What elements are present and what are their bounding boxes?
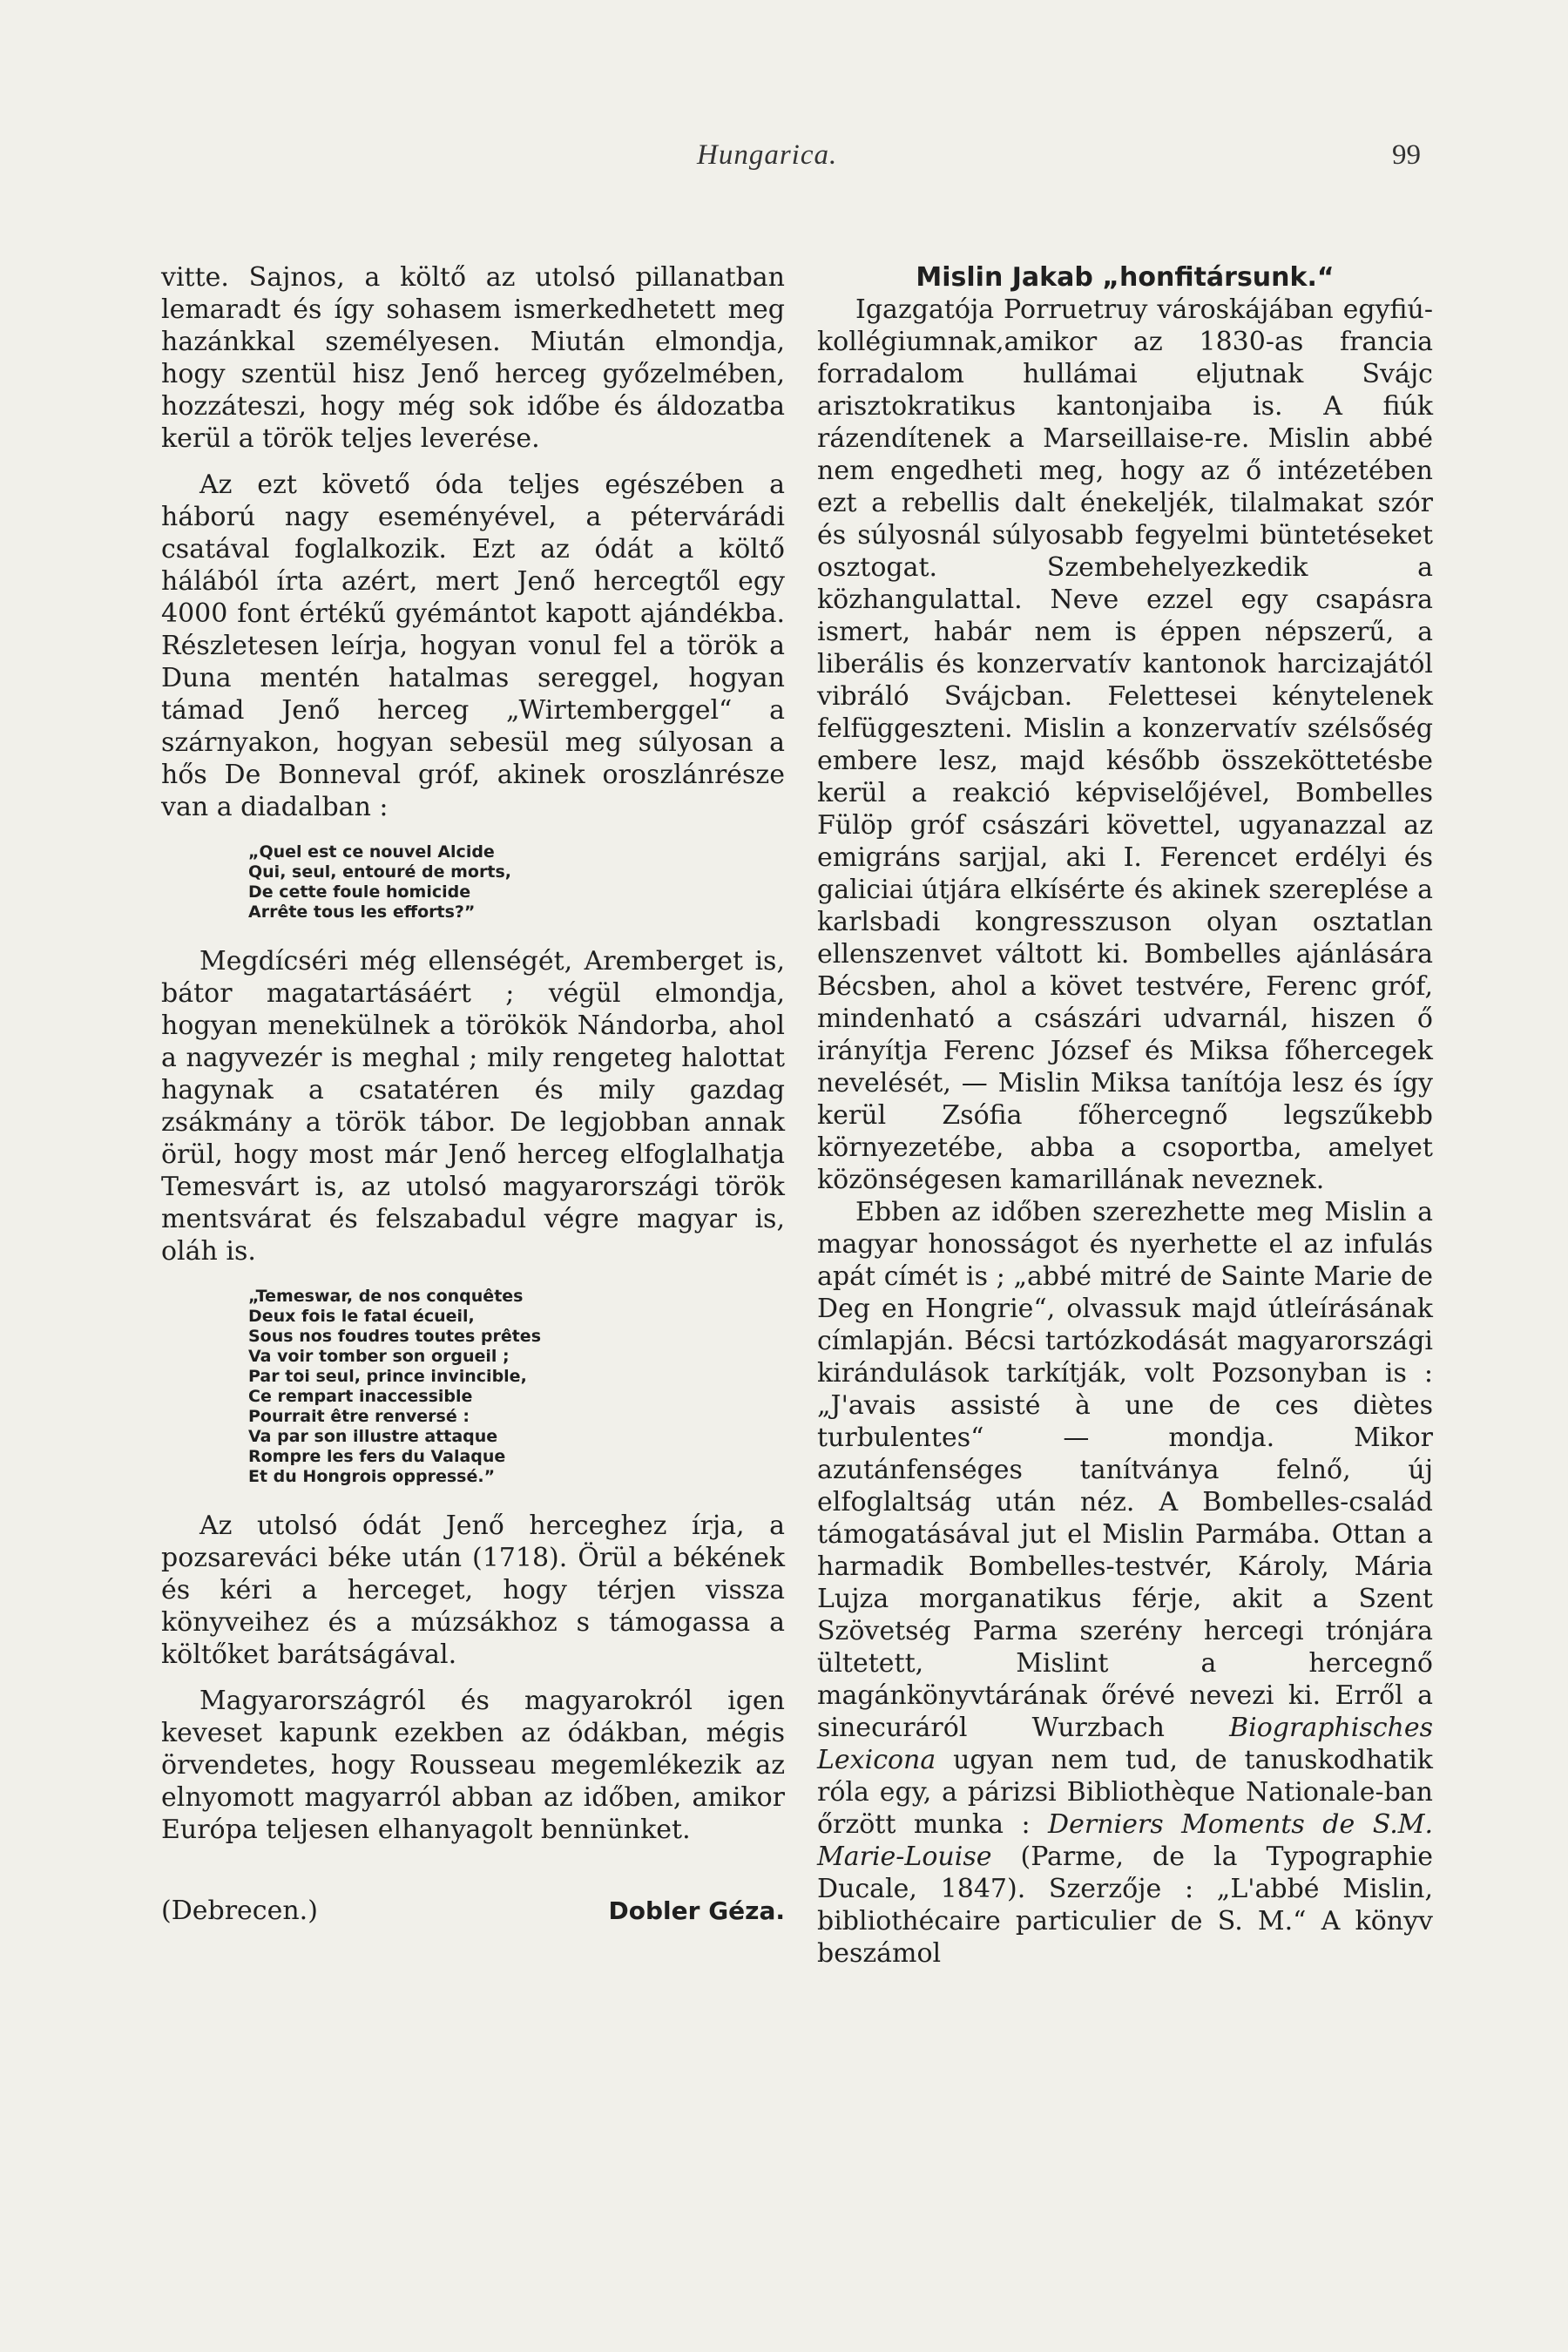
verse-line: Qui, seul, entouré de morts, bbox=[248, 862, 511, 882]
verse-line: Deux fois le fatal écueil, bbox=[248, 1307, 475, 1326]
signature bbox=[161, 1895, 785, 1927]
page-number: 99 bbox=[1392, 139, 1421, 171]
paragraph: Az ezt követő óda teljes egészében a háború nagy eseményével, a pétervárádi csatával foglalkozik. Ezt az ódát a költő hálából írta azért, mert Jenő hercegtől egy 4000 font értékű gyémántot kapott ajándékba. Részletesen leírja, hogyan vonul fel a török a Duna mentén hatalmas sereggel, hogyan támad Jenő herceg „Wirtemberggel“ a szárnyakon, hogyan sebesül meg súlyosan a hős De Bonneval gróf, akinek oroszlánrésze van a diadalban : bbox=[161, 470, 785, 822]
verse-quote bbox=[248, 842, 785, 923]
signature-author: Dobler Géza. bbox=[608, 1896, 785, 1925]
running-title: Hungarica. bbox=[697, 139, 838, 171]
book-title: Biographisches Lexicona bbox=[817, 1713, 1433, 1775]
paragraph: Az utolsó ódát Jenő herceghez írja, a pozsareváci béke után (1718). Örül a békének és kéri a herceget, hogy térjen vissza könyveihez és a múzsákhoz s támogassa a költőket barátságával. bbox=[161, 1511, 785, 1670]
text-run: ugyan nem tud, de tanuskodhatik róla egy, a párizsi Bibliothèque Nationale-ban őrzött munka : bbox=[817, 1745, 1433, 1840]
verse-line: Va par son illustre attaque bbox=[248, 1427, 498, 1446]
verse-line: „Quel est ce nouvel Alcide bbox=[248, 842, 495, 862]
paragraph: Igazgatója Porruetruy városkájában egyfiú-kollégiumnak,amikor az 1830-as francia forradalom hullámai eljutnak Svájc arisztokratikus kantonjaiba is. A fiúk rázendítenek a Marseillaise-re. Mislin abbé nem engedheti meg, hogy az ő intézetében ezt a rebellis dalt énekeljék, tilalmakat szór és súlyosnál súlyosabb fegyelmi büntetéseket osztogat. Szembehelyezkedik a közhangulattal. Neve ezzel egy csapásra ismert, habár nem is éppen népszerű, a liberális és konzervatív kantonok harcizajától vibráló Svájcban. Felettesei kénytelenek felfüggeszteni. Mislin a konzervatív szélsőség embere lesz, majd később összeköttetésbe kerül a reakció képviselőjével, Bombelles Fülöp gróf császári követtel, ugyanazzal az emigráns sarjjal, aki I. Ferencet erdélyi és galiciai útjára elkísérte és akinek szereplése a karlsbadi kongresszuson olyan osztatlan ellenszenvet váltott ki. Bombelles ajánlására Bécsben, ahol a követ testvére, Ferenc gróf, mindenható a császári udvarnál, hiszen ő irányítja Ferenc József és Miksa főhercegek nevelését, — Mislin Miksa tanítója lesz és így kerül Zsófia főhercegnő legszűkebb környezetébe, abba a csoportba, amelyet közönségesen kamarillának neveznek. bbox=[817, 294, 1433, 1195]
paragraph: Magyarországról és magyarokról igen keveset kapunk ezekben az ódákban, mégis örvendetes, hogy Rousseau megemlékezik az elnyomott magyarról abban az időben, amikor Európa teljesen elhanyagolt bennünket. bbox=[161, 1686, 785, 1845]
verse-line: Sous nos foudres toutes prêtes bbox=[248, 1327, 542, 1346]
verse-line: Et du Hongrois oppressé.” bbox=[248, 1467, 496, 1486]
paragraph: vitte. Sajnos, a költő az utolsó pillanatban lemaradt és így sohasem ismerkedhetett meg hazánkkal személyesen. Miután elmondja, hogy szentül hisz Jenő herceg győzelmében, hozzáteszi, hogy még sok időbe és áldozatba kerül a török teljes leverése. bbox=[161, 262, 785, 454]
verse-line: Ce rempart inaccessible bbox=[248, 1387, 473, 1406]
left-column bbox=[161, 261, 785, 1927]
verse-line: Arrête tous les efforts?” bbox=[248, 902, 476, 922]
verse-line: Rompre les fers du Valaque bbox=[248, 1447, 506, 1466]
page-header bbox=[0, 139, 1568, 183]
paragraph: Megdícséri még ellenségét, Aremberget is, bátor magatartásáért ; végül elmondja, hogyan menekülnek a törökök Nándorba, ahol a nagyvezér is meghal ; mily rengeteg halottat hagynak a csatatéren és mily gazdag zsákmány a török tábor. De legjobban annak örül, hogy most már Jenő herceg elfoglalhatja Temesvárt is, az utolsó magyarországi török mentsvárat és felszabadul végre magyar is, oláh is. bbox=[161, 946, 785, 1267]
text-run: (Parme, de la Typographie Ducale, 1847). Szerzője : „L'abbé Mislin, bibliothécaire particulier de S. M.“ A könyv beszámol bbox=[817, 1842, 1433, 1969]
book-title: Derniers Moments de S.M. Marie-Louise bbox=[817, 1809, 1433, 1872]
verse-line: Par toi seul, prince invincible, bbox=[248, 1367, 527, 1386]
right-column bbox=[817, 261, 1433, 1970]
text-run: Ebben az időben szerezhette meg Mislin a magyar honosságot és nyerhette el az infulás apát címét is ; „abbé mitré de Sainte Marie de Deg en Hongrie“, olvassuk majd útleírásának címlapján. Bécsi tartózkodását magyarországi kirándulások tarkítják, volt Pozsonyban is : „J'avais assisté à une de ces diètes turbulentes“ — mondja. Mikor azutánfenséges tanítványa felnő, új elfoglaltság után néz. A Bombelles-család támogatásával jut el Mislin Parmába. Ottan a harmadik Bombelles-testvér, Károly, Mária Lujza morganatikus férje, akit a Szent Szövetség Parma szerény hercegi trónjára ültetett, Mislint a hercegnő magánkönyvtárának őrévé nevezi ki. Erről a sinecuráról Wurzbach bbox=[817, 1197, 1433, 1743]
verse-line: „Temeswar, de nos conquêtes bbox=[248, 1287, 524, 1306]
verse-quote bbox=[248, 1287, 785, 1487]
signature-place: (Debrecen.) bbox=[161, 1896, 318, 1926]
paragraph bbox=[817, 1196, 1433, 1970]
verse-line: Va voir tomber son orgueil ; bbox=[248, 1347, 510, 1366]
article-heading: Mislin Jakab „honfitársunk.“ bbox=[916, 262, 1335, 293]
verse-line: Pourrait être renversé : bbox=[248, 1407, 470, 1426]
verse-line: De cette foule homicide bbox=[248, 882, 471, 902]
